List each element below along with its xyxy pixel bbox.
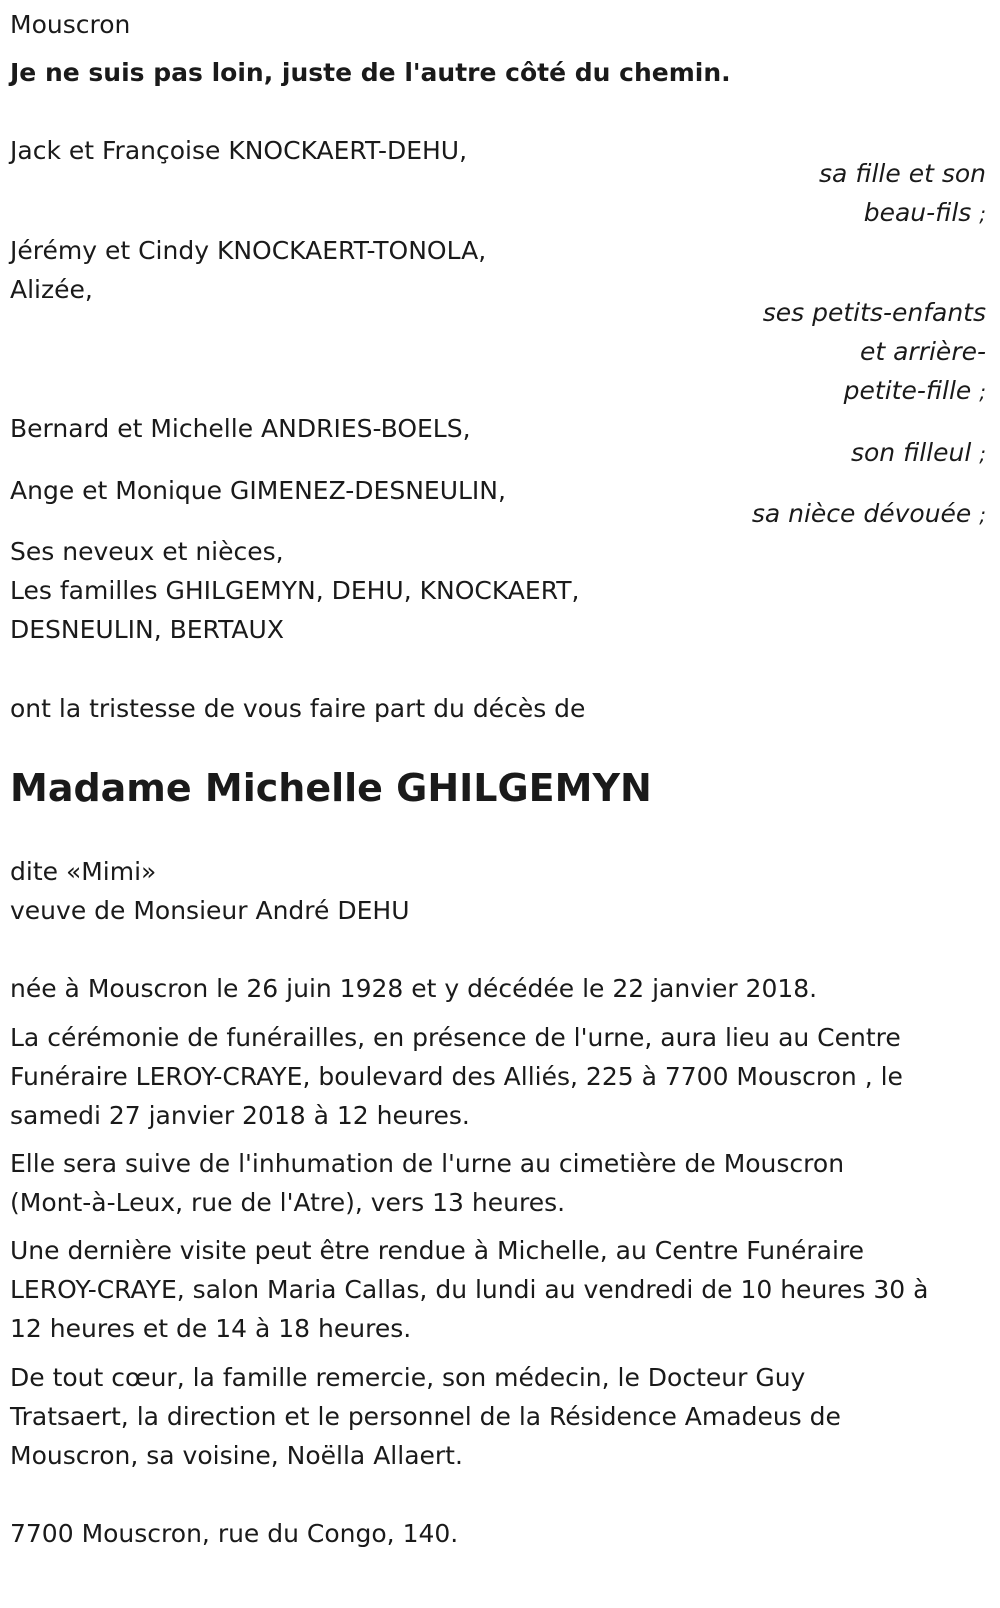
ceremony-line-2: Funéraire LEROY-CRAYE, boulevard des Alliés, 225 à 7700 Mouscron , le: [10, 1062, 903, 1091]
burial-line-2: (Mont-à-Leux, rue de l'Atre), vers 13 heures.: [10, 1188, 566, 1217]
family-line-2: Jérémy et Cindy KNOCKAERT-TONOLA,: [10, 236, 487, 265]
nickname: dite «Mimi»: [10, 857, 157, 886]
role-godson: son filleul ;: [850, 438, 986, 467]
thanks-line-1: De tout cœur, la famille remercie, son médecin, le Docteur Guy: [10, 1363, 806, 1392]
ceremony-line-1: La cérémonie de funérailles, en présence de l'urne, aura lieu au Centre: [10, 1023, 901, 1052]
burial-line-1: Elle sera suive de l'inhumation de l'urne au cimetière de Mouscron: [10, 1149, 845, 1178]
motto: Je ne suis pas loin, juste de l'autre côté du chemin.: [10, 58, 731, 87]
widow-of: veuve de Monsieur André DEHU: [10, 896, 410, 925]
thanks-line-2: Tratsaert, la direction et le personnel de la Résidence Amadeus de: [10, 1402, 841, 1431]
visit-line-2: LEROY-CRAYE, salon Maria Callas, du lundi au vendredi de 10 heures 30 à: [10, 1275, 929, 1304]
family-line-1: Jack et Françoise KNOCKAERT-DEHU,: [10, 136, 468, 165]
family-line-4: Bernard et Michelle ANDRIES-BOELS,: [10, 414, 471, 443]
ceremony-line-3: samedi 27 janvier 2018 à 12 heures.: [10, 1101, 470, 1130]
visit-line-1: Une dernière visite peut être rendue à Michelle, au Centre Funéraire: [10, 1236, 865, 1265]
role-great-2: petite-fille ;: [843, 376, 986, 405]
family-line-7: Les familles GHILGEMYN, DEHU, KNOCKAERT,: [10, 576, 580, 605]
role-daughter: sa fille et son: [819, 159, 986, 188]
address: 7700 Mouscron, rue du Congo, 140.: [10, 1519, 459, 1548]
role-great-1: et arrière-: [859, 337, 986, 366]
announcement: ont la tristesse de vous faire part du décès de: [10, 694, 586, 723]
thanks-line-3: Mouscron, sa voisine, Noëlla Allaert.: [10, 1441, 463, 1470]
role-son-in-law: beau-fils ;: [863, 198, 986, 227]
deceased-name: Madame Michelle GHILGEMYN: [10, 766, 652, 810]
family-line-5: Ange et Monique GIMENEZ-DESNEULIN,: [10, 476, 506, 505]
birth-death: née à Mouscron le 26 juin 1928 et y décédée le 22 janvier 2018.: [10, 974, 818, 1003]
family-line-3: Alizée,: [10, 275, 93, 304]
family-line-8: DESNEULIN, BERTAUX: [10, 615, 284, 644]
visit-line-3: 12 heures et de 14 à 18 heures.: [10, 1314, 412, 1343]
place-header: Mouscron: [10, 10, 131, 39]
role-grandchildren: ses petits-enfants: [762, 298, 986, 327]
family-line-6: Ses neveux et nièces,: [10, 537, 284, 566]
role-niece: sa nièce dévouée ;: [751, 499, 986, 528]
